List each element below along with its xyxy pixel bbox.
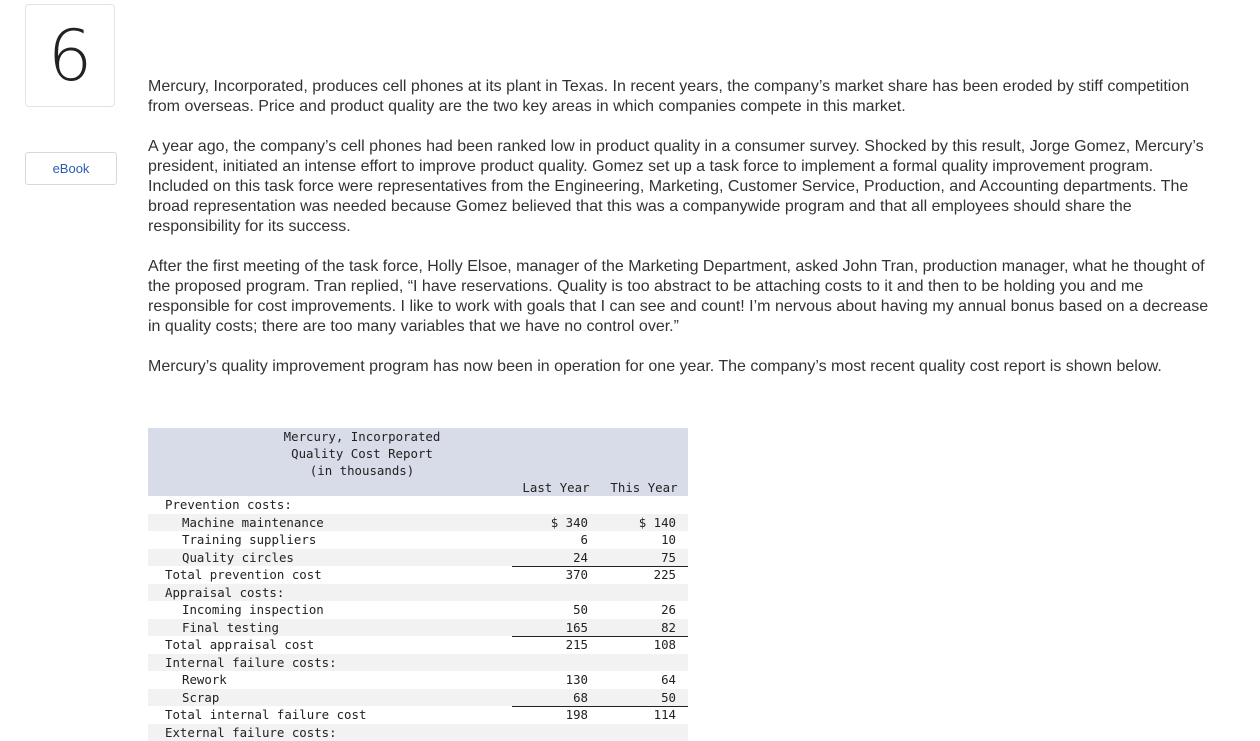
value-this-year: 64 <box>600 671 676 689</box>
row-label: Rework <box>182 671 227 689</box>
value-last-year: 130 <box>512 671 588 689</box>
row-label: Total appraisal cost <box>165 636 314 654</box>
row-label: Final testing <box>182 619 279 637</box>
ebook-button[interactable]: eBook <box>25 152 117 185</box>
row-label: External failure costs: <box>165 724 337 741</box>
value-this-year: $ 140 <box>600 514 676 532</box>
table-row <box>148 496 688 514</box>
report-header <box>148 428 688 496</box>
value-this-year: 114 <box>600 706 676 724</box>
report-company: Mercury, Incorporated <box>148 428 576 445</box>
value-this-year: 75 <box>600 549 676 567</box>
table-row <box>148 671 688 689</box>
row-label: Internal failure costs: <box>165 654 337 672</box>
row-label: Prevention costs: <box>165 496 292 514</box>
row-label: Quality circles <box>182 549 294 567</box>
table-row <box>148 619 688 637</box>
value-last-year: $ 340 <box>512 514 588 532</box>
table-row <box>148 689 688 707</box>
row-label: Incoming inspection <box>182 601 324 619</box>
row-label: Scrap <box>182 689 219 707</box>
table-row <box>148 514 688 532</box>
table-row <box>148 566 688 584</box>
table-row <box>148 531 688 549</box>
table-row <box>148 549 688 567</box>
value-last-year: 370 <box>512 566 588 584</box>
value-last-year: 24 <box>512 549 588 567</box>
table-row <box>148 636 688 654</box>
row-label: Training suppliers <box>182 531 316 549</box>
value-this-year: 50 <box>600 689 676 707</box>
table-row <box>148 654 688 672</box>
value-last-year: 165 <box>512 619 588 637</box>
row-label: Machine maintenance <box>182 514 324 532</box>
value-last-year: 50 <box>512 601 588 619</box>
value-last-year: 68 <box>512 689 588 707</box>
column-header-this-year: This Year <box>600 479 688 496</box>
table-row <box>148 584 688 602</box>
value-this-year: 108 <box>600 636 676 654</box>
value-this-year: 26 <box>600 601 676 619</box>
report-units: (in thousands) <box>148 462 576 479</box>
paragraph-3: After the first meeting of the task force, Holly Elsoe, manager of the Marketing Department, asked John Tran, production manager, what he thought of the proposed program. Tran replied, “I have reservations. Quality is too abstract to be attaching costs to it and then to be holding you and me responsible for cost improvements. I like to work with goals that I can see and count! I’m nervous about having my annual bonus based on a decrease in quality costs; there are too many variables that we have no control over.” <box>148 257 1218 337</box>
row-label: Appraisal costs: <box>165 584 284 602</box>
report-name: Quality Cost Report <box>148 445 576 462</box>
value-this-year: 225 <box>600 566 676 584</box>
column-header-last-year: Last Year <box>512 479 600 496</box>
paragraph-4: Mercury’s quality improvement program has now been in operation for one year. The company’s most recent quality cost report is shown below. <box>148 357 1218 377</box>
table-row <box>148 601 688 619</box>
value-last-year: 215 <box>512 636 588 654</box>
value-this-year: 82 <box>600 619 676 637</box>
paragraph-2: A year ago, the company’s cell phones had been ranked low in product quality in a consumer survey. Shocked by this result, Jorge Gomez, Mercury’s president, initiated an intense effort to improve product quality. Gomez set up a task force to implement a formal quality improvement program. Included on this task force were representatives from the Engineering, Marketing, Customer Service, Production, and Accounting departments. The broad representation was needed because Gomez believed that this was a companywide program and that all employees should share the responsibility for its success. <box>148 137 1218 237</box>
row-label: Total prevention cost <box>165 566 322 584</box>
value-last-year: 6 <box>512 531 588 549</box>
report-rows <box>148 496 688 741</box>
table-row <box>148 724 688 741</box>
quality-cost-report <box>148 428 688 741</box>
report-title <box>148 428 576 479</box>
question-text <box>148 77 1218 397</box>
question-number: 6 <box>25 4 115 107</box>
row-label: Total internal failure cost <box>165 706 366 724</box>
table-row <box>148 706 688 724</box>
value-this-year: 10 <box>600 531 676 549</box>
paragraph-1: Mercury, Incorporated, produces cell phones at its plant in Texas. In recent years, the company’s market share has been eroded by stiff competition from overseas. Price and product quality are the two key areas in which companies compete in this market. <box>148 77 1218 117</box>
value-last-year: 198 <box>512 706 588 724</box>
